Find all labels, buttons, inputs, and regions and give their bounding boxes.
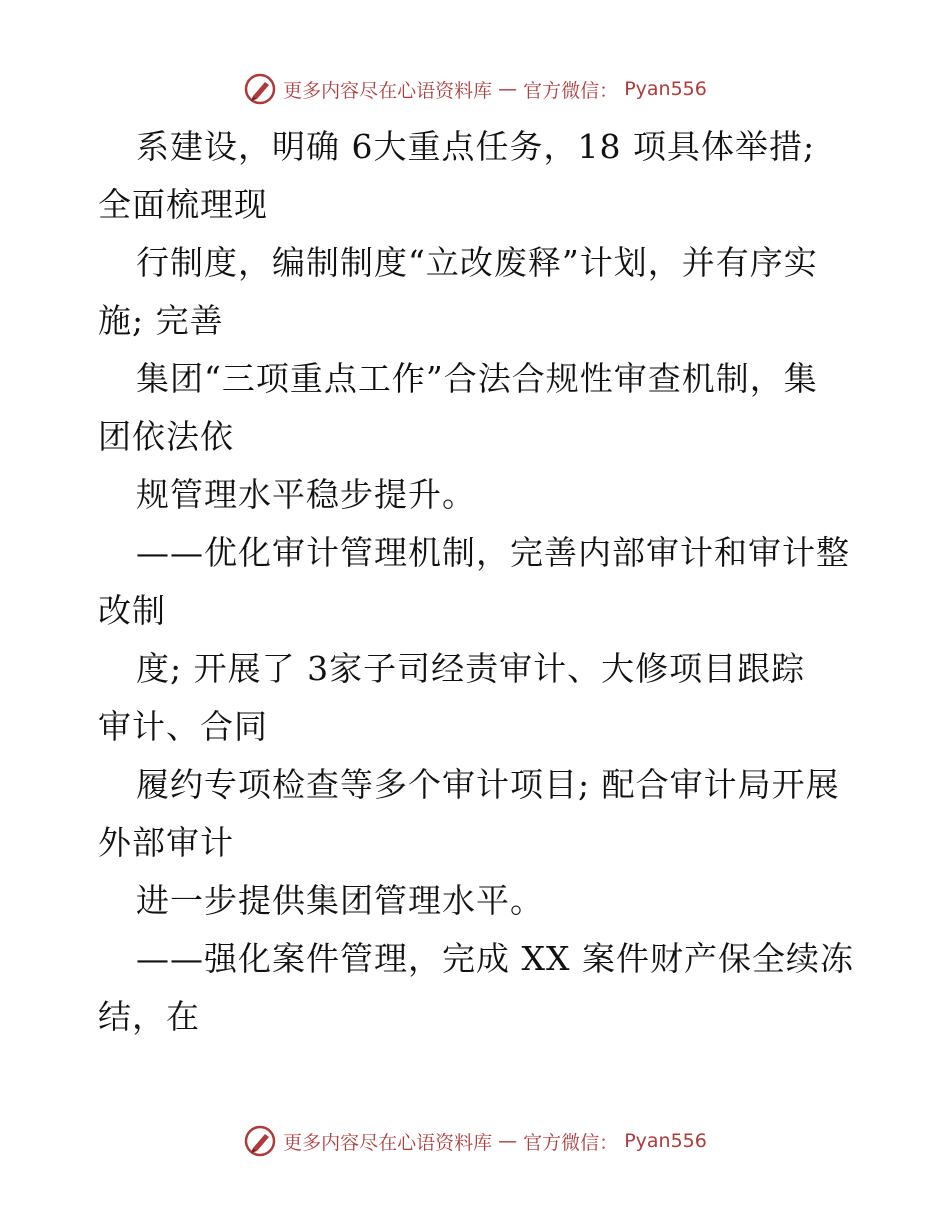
header-account: Pyan556	[624, 78, 707, 100]
footer-wechat-label: 官方微信：	[523, 1131, 619, 1154]
body-line: 进一步提供集团管理水平。	[136, 881, 544, 920]
document-body	[98, 118, 858, 1046]
body-line: 团依法依	[98, 417, 234, 456]
body-line: 审计、合同	[98, 707, 268, 746]
body-line: 系建设，明确 6大重点任务，18 项具体举措;	[136, 127, 816, 166]
body-line: 集团“三项重点工作”合法合规性审查机制，集	[136, 359, 818, 398]
body-line: ——强化案件管理，完成 XX 案件财产保全续冻	[136, 939, 854, 978]
body-line: 结，在	[98, 997, 200, 1036]
body-line: 外部审计	[98, 823, 234, 862]
body-line: 履约专项检查等多个审计项目; 配合审计局开展	[136, 765, 840, 804]
header-separator: —	[498, 78, 518, 100]
header-brand-text: 更多内容尽在心语资料库	[283, 79, 493, 102]
page-footer	[0, 1124, 950, 1158]
body-line: 施; 完善	[98, 301, 224, 340]
body-line: 全面梳理现	[98, 185, 268, 224]
pen-logo-icon	[243, 1124, 277, 1158]
body-line: 改制	[98, 591, 166, 630]
body-line: 度; 开展了 3家子司经责审计、大修项目跟踪	[136, 649, 806, 688]
pen-logo-icon	[243, 72, 277, 106]
body-line: 行制度，编制制度“立改废释”计划，并有序实	[136, 243, 818, 282]
header-wechat-label: 官方微信：	[523, 79, 619, 102]
body-line: 规管理水平稳步提升。	[136, 475, 476, 514]
body-line: ——优化审计管理机制，完善内部审计和审计整	[136, 533, 850, 572]
footer-separator: —	[498, 1130, 518, 1152]
footer-account: Pyan556	[624, 1130, 707, 1152]
page-header	[0, 72, 950, 106]
footer-brand-text: 更多内容尽在心语资料库	[283, 1131, 493, 1154]
